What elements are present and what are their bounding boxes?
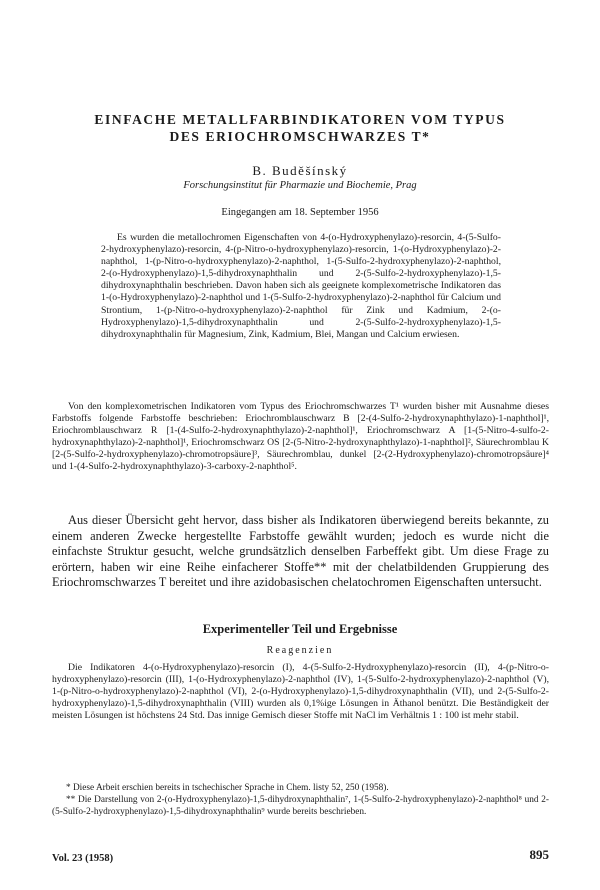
author-name: B. Buděšínský (252, 163, 348, 178)
abstract-paragraph: Es wurden die metallochromen Eigenschaften von 4-(o-Hydroxyphenylazo)-resorcin, 4-(5-Sulfo-2-hydroxyphenylazo)-resorcin, 4-(p-Nitro-o-hydroxyphenylazo)-resorcin, 1-(o-Hydroxyphenylazo)-2-naphthol, 1-(p-Nitro-o-hydroxyphenylazo)-2-naphthol, 1-(5-Sulfo-2-hydroxyphenylazo)-2-naphthol, 2-(o-Hydroxyphenylazo)-1,5-dihydroxynaphthalin und 2-(5-Sulfo-2-hydroxyphenylazo)-1,5-dihydroxynaphthalin beschrieben. Davon haben sich als geeignete komplexometrische Indikatoren das 1-(o-Hydroxyphenylazo)-2-naphthol und 1-(5-Sulfo-2-hydroxyphenylazo)-2-naphthol für Calcium und Strontium, 1-(p-Nitro-o-hydroxyphenylazo)-2-naphthol für Zink und Kadmium, 2-(o-Hydroxyphenylazo)-1,5-dihydroxynaphthalin und 2-(5-Sulfo-2-hydroxyphenylazo)-1,5-dihydroxynaphthalin für Magnesium, Zink, Kadmium, Blei, Mangan und Calcium erwiesen. (101, 232, 501, 340)
received-date: Eingegangen am 18. September 1956 (221, 207, 379, 218)
article-title-line-2: DES ERIOCHROMSCHWARZES T* (169, 129, 431, 144)
main-paragraph: Aus dieser Übersicht geht hervor, dass bisher als Indikatoren überwiegend bereits bekannte, zu einem anderen Zwecke hergestellte Farbstoffe gewählt wurden; jedoch es wurde nicht die einfachste Struktur gesucht, welche grundsätzlich denselben Farbeffekt gibt. Um diese Frage zu erörtern, haben wir eine Reihe einfacherer Stoffe** mit der chelatbildenden Gruppierung des Eriochromschwarzes T bereitet und ihre azidobasischen chelatochromen Eigenschaften untersucht. (52, 513, 549, 589)
intro-paragraph: Von den komplexometrischen Indikatoren vom Typus des Eriochromschwarzes T¹ wurden bisher mit Ausnahme dieses Farbstoffs folgende Farbstoffe beschrieben: Eriochromblauschwarz B [2-(4-Sulfo-2-hydroxynaphthylazo)-1-naphthol]¹, Eriochromblauschwarz R [1-(4-Sulfo-2-hydroxynaphthylazo)-2-naphthol]¹, Eriochromschwarz A [1-(5-Nitro-4-sulfo-2-hydroxynaphthylazo)-2-naphthol]¹, Eriochromschwarz OS [2-(5-Nitro-2-hydroxynaphthylazo)-1-naphthol]², Säurechromblau K [2-(5-Sulfo-2-hydroxyphenylazo)-chromotropsäure]³, Säurechromblau, dunkel [2-(2-Hydroxyphenylazo)-chromotropsäure]⁴ und 1-(4-Sulfo-2-hydroxynaphthylazo)-3-carboxy-2-naphthol⁵. (52, 401, 549, 473)
subsection-heading: Reagenzien (266, 645, 334, 656)
author-affiliation: Forschungsinstitut für Pharmazie und Biochemie, Prag (183, 180, 417, 191)
footnote-1: * Diese Arbeit erschien bereits in tschechischer Sprache in Chem. listy 52, 250 (1958). (66, 783, 389, 793)
journal-volume: Vol. 23 (1958) (52, 853, 114, 864)
footnote-2: ** Die Darstellung von 2-(o-Hydroxyphenylazo)-1,5-dihydroxynaphthalin⁷, 1-(5-Sulfo-2-hydroxyphenylazo)-2-naphthol⁸ und 2-(5-Sulfo-2-hydroxyphenylazo)-1,5-dihydroxynaphthalin⁹ wurde bereits beschrieben. (52, 794, 549, 817)
page-number: 895 (529, 847, 549, 862)
article-title-line-1: EINFACHE METALLFARBINDIKATOREN VOM TYPUS (94, 112, 506, 127)
section-heading: Experimenteller Teil und Ergebnisse (202, 622, 398, 636)
footnotes (52, 783, 549, 818)
reagents-paragraph: Die Indikatoren 4-(o-Hydroxyphenylazo)-resorcin (I), 4-(5-Sulfo-2-Hydroxyphenylazo)-resorcin (II), 4-(p-Nitro-o-hydroxyphenylazo)-resorcin (III), 1-(o-Hydroxyphenylazo)-2-naphthol (IV), 1-(5-Sulfo-2-hydroxyphenylazo)-2-naphthol (V), 1-(p-Nitro-o-hydroxyphenylazo)-2-naphthol (VI), 2-(o-Hydroxyphenylazo)-1,5-dihydroxynaphthalin (VII), und 2-(5-Sulfo-2-hydroxyphenylazo)-1,5-dihydroxynaphthalin (VIII) wurden als 0,1%ige Lösungen in Äthanol benützt. Die Beständigkeit der meisten Lösungen ist höchstens 24 Std. Das innige Gemisch dieser Stoffe mit NaCl im Verhältnis 1 : 100 ist mehr stabil. (52, 662, 549, 722)
